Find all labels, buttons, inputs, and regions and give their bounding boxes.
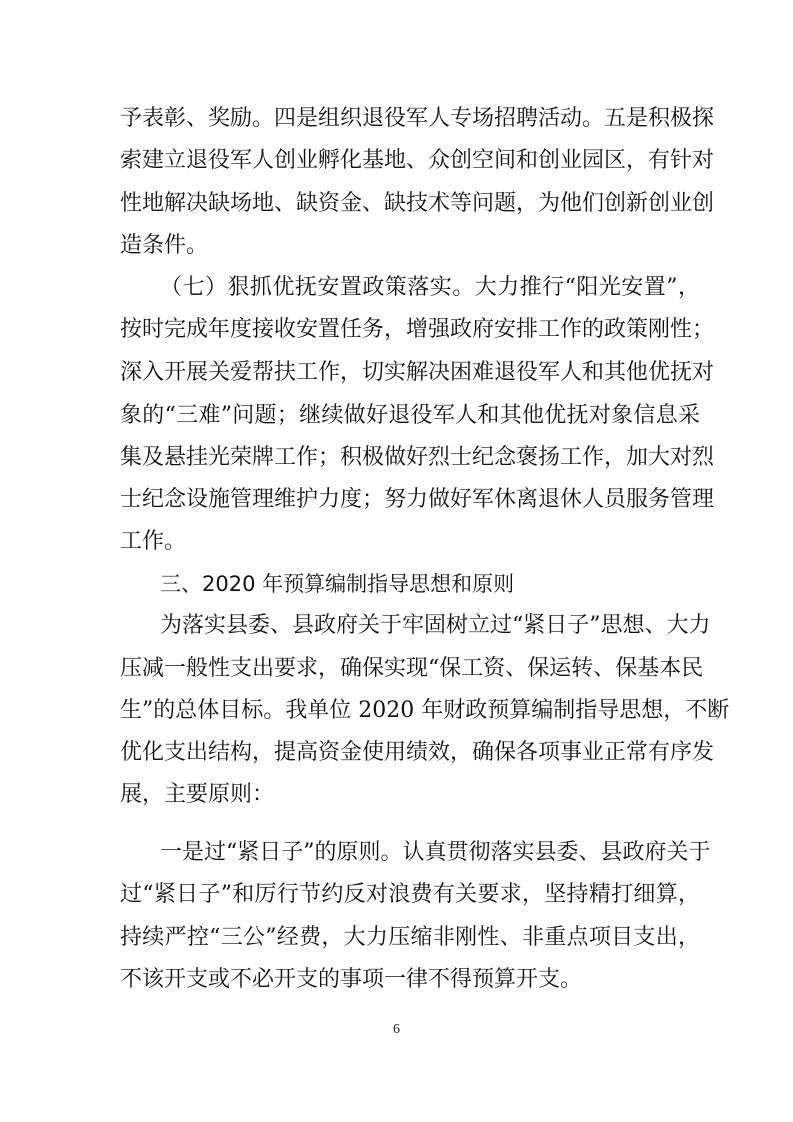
section-heading: 三、2020 年预算编制指导思想和原则 — [160, 572, 515, 596]
text-line: 一是过“紧日子”的原则。认真贯彻落实县委、县政府关于 — [160, 840, 711, 865]
page-number: 6 — [393, 1022, 400, 1037]
text-line: 造条件。 — [120, 233, 209, 258]
text-line: 士纪念设施管理维护力度；努力做好军休离退休人员服务管理 — [120, 487, 715, 512]
text-line: 深入开展关爱帮扶工作，切实解决困难退役军人和其他优抚对 — [120, 360, 715, 385]
text-line: 集及悬挂光荣牌工作；积极做好烈士纪念褒扬工作，加大对烈 — [120, 445, 715, 470]
text-line: 不该开支或不必开支的事项一律不得预算开支。 — [120, 967, 583, 992]
text-line: （七）狠抓优抚安置政策落实。大力推行“阳光安置”， — [160, 275, 700, 300]
text-line: 压减一般性支出要求，确保实现“保工资、保运转、保基本民 — [120, 656, 704, 681]
text-line: 过“紧日子”和厉行节约反对浪费有关要求，坚持精打细算， — [120, 882, 700, 907]
text-line: 为落实县委、县政府关于牢固树立过“紧日子”思想、大力 — [160, 613, 711, 638]
text-line: 按时完成年度接收安置任务，增强政府安排工作的政策刚性； — [120, 317, 715, 342]
text-line: 予表彰、奖励。四是组织退役军人专场招聘活动。五是积极探 — [120, 106, 715, 131]
text-line: 工作。 — [120, 529, 187, 554]
text-line: 持续严控“三公”经费，大力压缩非刚性、非重点项目支出， — [120, 925, 700, 950]
text-line: 优化支出结构，提高资金使用绩效，确保各项事业正常有序发 — [120, 740, 715, 765]
text-line: 性地解决缺场地、缺资金、缺技术等问题，为他们创新创业创 — [120, 191, 715, 216]
text-line: 展，主要原则： — [120, 782, 275, 807]
text-line: 索建立退役军人创业孵化基地、众创空间和创业园区，有针对 — [120, 148, 715, 173]
text-line: 象的“三难”问题；继续做好退役军人和其他优抚对象信息采 — [120, 403, 700, 428]
text-line: 生”的总体目标。我单位 2020 年财政预算编制指导思想，不断 — [120, 698, 730, 723]
